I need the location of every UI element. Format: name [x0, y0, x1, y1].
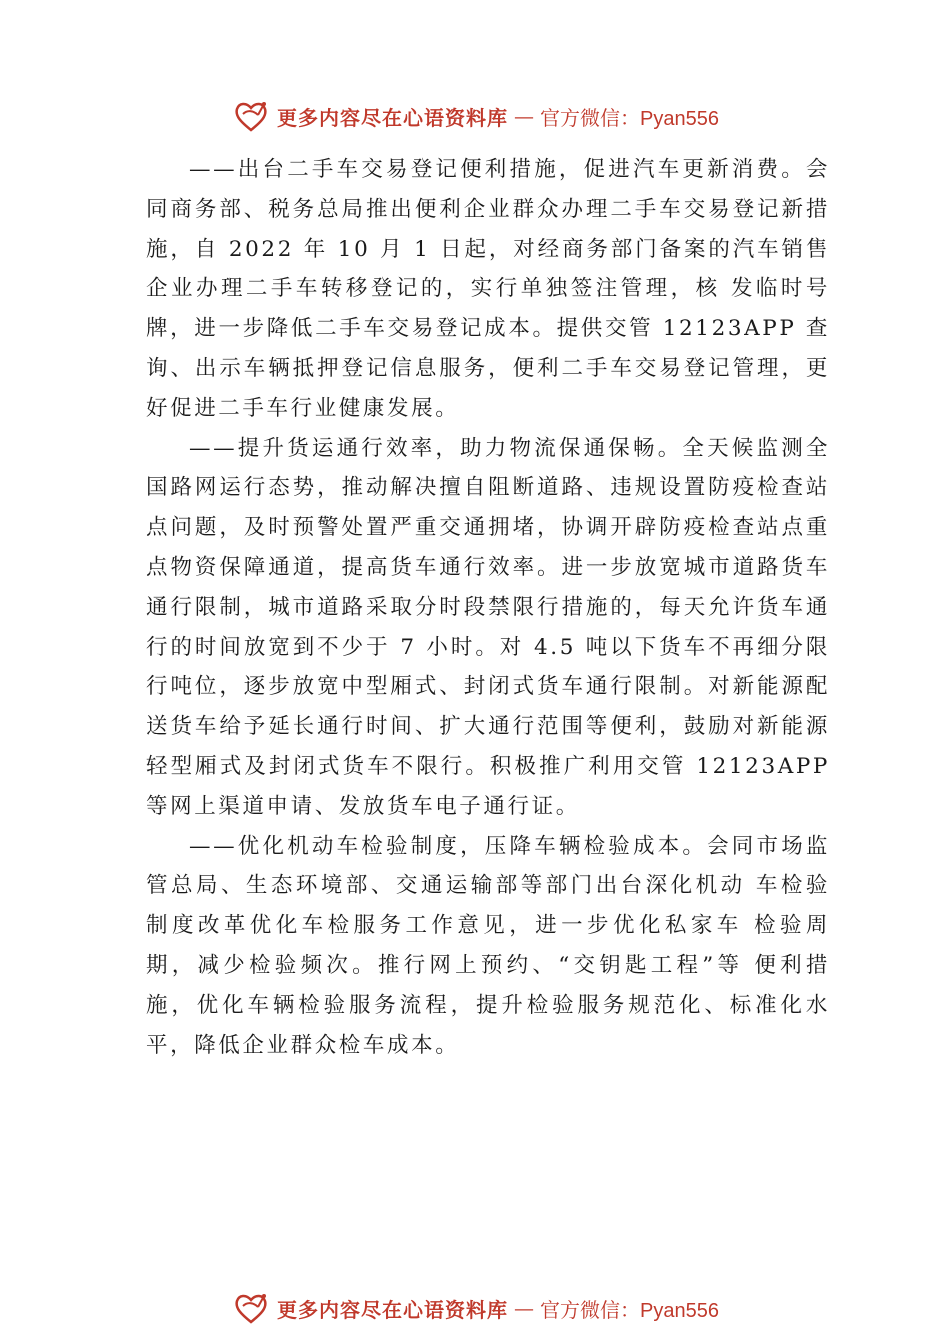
banner-title: 更多内容尽在心语资料库	[277, 1297, 509, 1322]
heart-logo-icon	[231, 96, 271, 136]
paragraph-freight: ——提升货运通行效率，助力物流保通保畅。全天候监测全国路网运行态势，推动解决擅自阻断道路、违规设置防疫检查站点问题，及时预警处置严重交通拥堵，协调开辟防疫检查站点重点物资保障通道，提高货车通行效率。进一步放宽城市道路货车通行限制，城市道路采取分时段禁限行措施的，每天允许货车通行的时间放宽到不少于 7 小时。对 4.5 吨以下货车不再细分限行吨位，逐步放宽中型厢式、封闭式货车通行限制。对新能源配送货车给予延长通行时间、扩大通行范围等便利，鼓励对新能源轻型厢式及封闭式货车不限行。积极推广利用交管 12123APP 等网上渠道申请、发放货车电子通行证。	[146, 435, 830, 819]
paragraph-used-car: ——出台二手车交易登记便利措施，促进汽车更新消费。会同商务部、税务总局推出便利企业群众办理二手车交易登记新措施，自 2022 年 10 月 1 日起，对经商务部门备案的汽车销售企业办理二手车转移登记的，实行单独签注管理，核 发临时号牌，进一步降低二手车交易登记成本。提供交管 12123APP 查询、出示车辆抵押登记信息服务，便利二手车交易登记管理，更好促进二手车行业健康发展。	[146, 157, 830, 421]
banner-separator: —	[514, 1296, 535, 1320]
banner-contact: 官方微信：Pyan556	[540, 107, 719, 130]
header-banner	[0, 94, 950, 138]
heart-logo-icon	[231, 1288, 271, 1328]
banner-contact: 官方微信：Pyan556	[540, 1299, 719, 1322]
banner-title: 更多内容尽在心语资料库	[277, 105, 509, 130]
footer-banner	[0, 1286, 950, 1330]
document-body	[146, 150, 830, 1065]
banner-separator: —	[514, 104, 535, 128]
paragraph-inspection: ——优化机动车检验制度，压降车辆检验成本。会同市场监管总局、生态环境部、交通运输部等部门出台深化机动 车检验制度改革优化车检服务工作意见，进一步优化私家车 检验周期，减少检验频次。推行网上预约、“交钥匙工程”等 便利措施，优化车辆检验服务流程，提升检验服务规范化、标准化水平，降低企业群众检车成本。	[146, 833, 830, 1058]
